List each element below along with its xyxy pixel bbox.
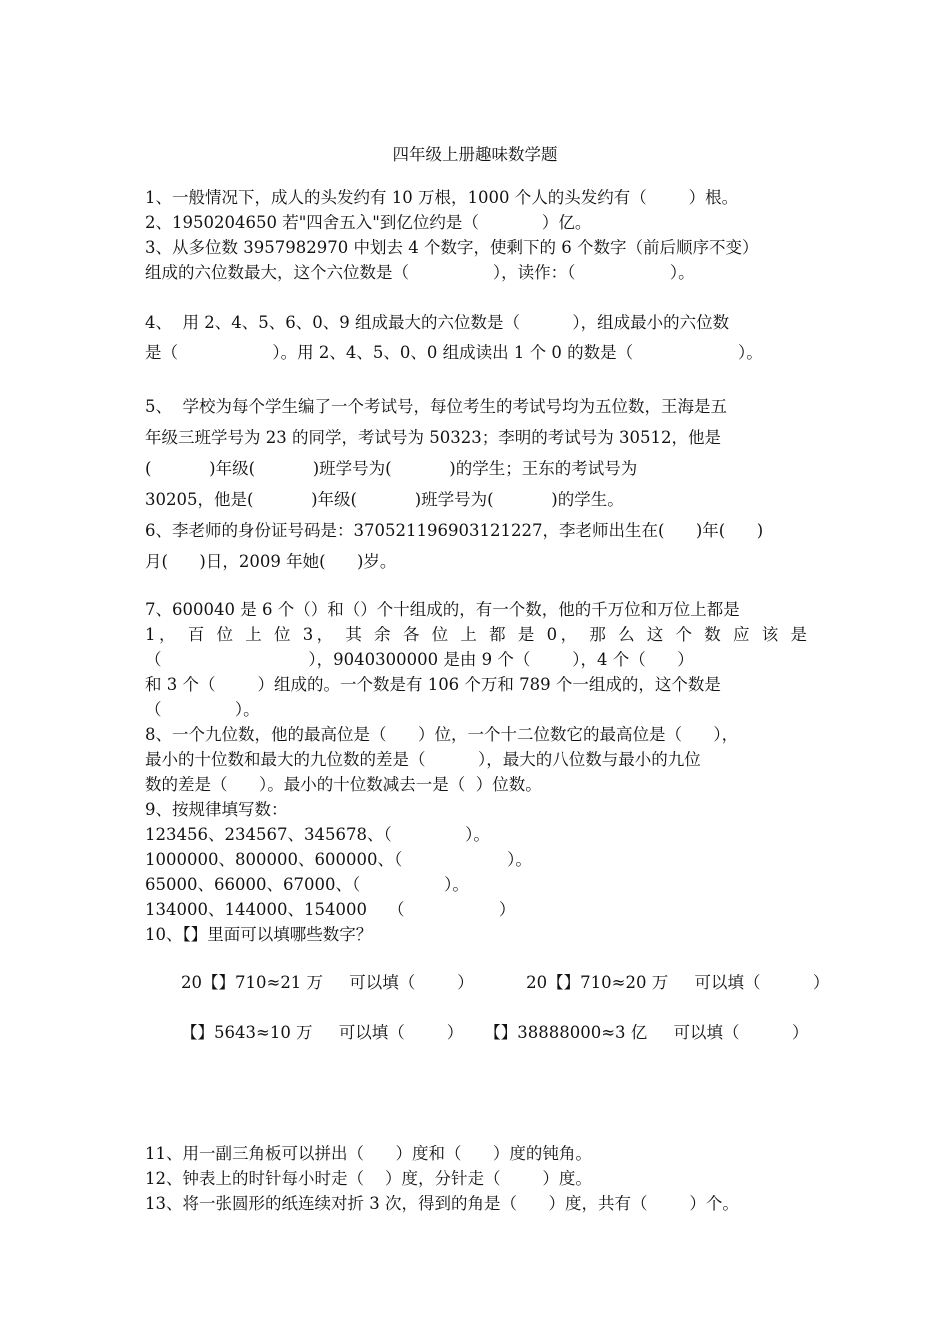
q9-sequence-3: 65000、66000、67000、（ ）。 (145, 875, 469, 894)
q10-line: 10、【】里面可以填哪些数字？ (145, 925, 373, 944)
q9-sequence-1: 123456、234567、345678、（ ）。 (145, 825, 490, 844)
q9-sequence-2: 1000000、800000、600000、（ ）。 (145, 850, 532, 869)
q8-line-3: 数的差是（ ）。最小的十位数减去一是（ ）位数。 (145, 775, 542, 794)
q10-row-2: 【】5643≈10 万 可以填（ ） 【】38888000≈3 亿 可以填（ ） (181, 1023, 809, 1042)
q7-line-4: 和 3 个（ ）组成的。一个数是有 106 个万和 789 个一组成的，这个数是 (145, 675, 721, 694)
q9-sequence-4: 134000、144000、154000 （ ） (145, 900, 516, 919)
q5-line: 5、 学校为每个学生编了一个考试号，每位考生的考试号均为五位数，王海是五 (145, 397, 727, 416)
q3-line-2: 组成的六位数最大，这个六位数是（ ），读作：（ ）。 (145, 263, 695, 282)
q4-line: 4、 用 2、4、5、6、0、9 组成最大的六位数是（ ），组成最小的六位数 (145, 313, 730, 332)
q12-line: 12、钟表上的时针每小时走（ ）度，分针走（ ）度。 (145, 1169, 592, 1188)
q7-line-2: 1， 百 位 上 位 3， 其 余 各 位 上 都 是 0， 那 么 这 个 数 应 该 是 (145, 625, 807, 644)
q9-line: 9、按规律填写数： (145, 800, 288, 819)
page-title: 四年级上册趣味数学题 (392, 145, 558, 164)
q1-line: 1、一般情况下，成人的头发约有 10 万根，1000 个人的头发约有（ ）根。 (145, 188, 739, 207)
q5-line-3: ( )年级( )班学号为( )的学生；王东的考试号为 (145, 459, 638, 478)
q4-line-2: 是（ ）。用 2、4、5、0、0 组成读出 1 个 0 的数是（ ）。 (145, 343, 763, 362)
q11-line: 11、用一副三角板可以拼出（ ）度和（ ）度的钝角。 (145, 1144, 592, 1163)
q6-line: 6、李老师的身份证号码是：370521196903121227，李老师出生在( )年( ) (145, 521, 764, 540)
q13-line: 13、将一张圆形的纸连续对折 3 次，得到的角是（ ）度，共有（ ）个。 (145, 1194, 739, 1213)
q10-row-1: 20【】710≈21 万 可以填（ ） 20【】710≈20 万 可以填（ ） (181, 973, 830, 992)
q5-line-4: 30205，他是( )年级( )班学号为( )的学生。 (145, 490, 624, 509)
q6-line-2: 月( )日，2009 年她( )岁。 (145, 552, 397, 571)
q3-line: 3、从多位数 3957982970 中划去 4 个数字，使剩下的 6 个数字（前后顺序不变） (145, 238, 759, 257)
q2-line: 2、1950204650 若"四舍五入"到亿位约是（ ）亿。 (145, 213, 592, 232)
q7-line: 7、600040 是 6 个（）和（）个十组成的，有一个数，他的千万位和万位上都是 (145, 600, 740, 619)
q8-line: 8、一个九位数，他的最高位是（ ）位，一个十二位数它的最高位是（ ）， (145, 725, 739, 744)
q8-line-2: 最小的十位数和最大的九位数的差是（ ），最大的八位数与最小的九位 (145, 750, 701, 769)
q5-line-2: 年级三班学号为 23 的同学，考试号为 50323；李明的考试号为 30512，他是 (145, 428, 721, 447)
q7-line-3: （ ），9040300000 是由 9 个（ ），4 个（ ） (145, 650, 694, 669)
q7-line-5: （ ）。 (145, 700, 260, 719)
